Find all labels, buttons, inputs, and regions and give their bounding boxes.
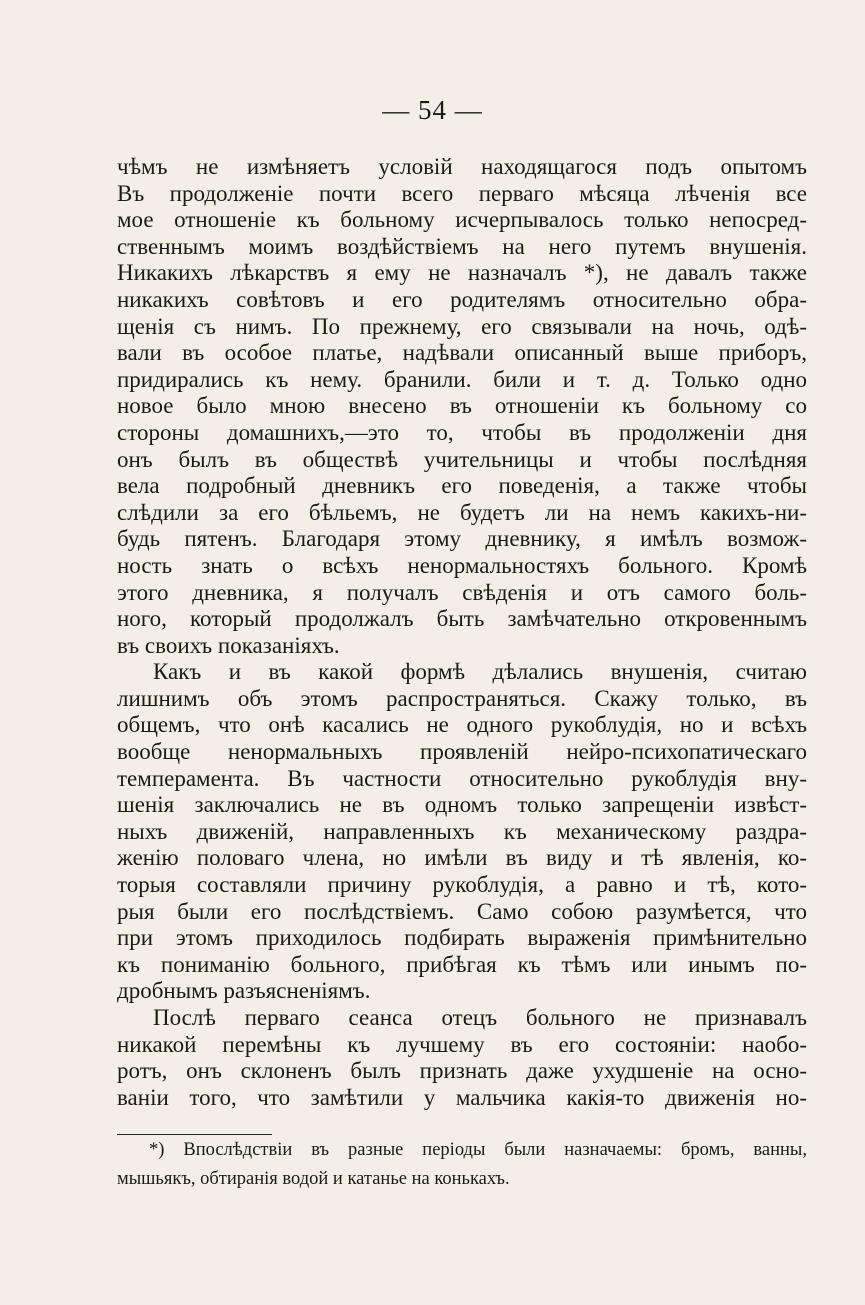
text-line: вообще ненормальныхъ проявленій нейро-психопатическаго [117, 739, 807, 765]
text-line: торыя составляли причину рукоблудія, а равно и тѣ, кото- [117, 872, 807, 898]
text-line: Послѣ перваго сеанса отецъ больного не признавалъ [153, 1005, 807, 1030]
footnote-line: мышьякъ, обтиранія водой и катанье на конькахъ. [117, 1169, 510, 1189]
page-number: — 54 — [382, 95, 483, 125]
text-line: Никакихъ лѣкарствъ я ему не назначалъ *), не давалъ также [117, 260, 807, 286]
text-line: при этомъ приходилось подбирать выраженія примѣнительно [117, 925, 807, 951]
text-line: ротъ, онъ склоненъ былъ признать даже ухудшеніе на осно- [117, 1058, 807, 1084]
text-line: Въ продолженіе почти всего перваго мѣсяца лѣченія все [117, 180, 807, 206]
text-line: новое было мною внесено въ отношеніи къ больному со [117, 393, 807, 419]
text-line: темперамента. Въ частности относительно рукоблудія вну- [117, 765, 807, 791]
text-line: дробнымъ разъясненіямъ. [117, 978, 371, 1004]
text-line: ного, который продолжалъ быть замѣчательно откровеннымъ [117, 606, 807, 632]
main-text [117, 154, 807, 1111]
footnote-divider [117, 1134, 272, 1135]
text-line: ность знать о всѣхъ ненормальностяхъ больного. Кромѣ [117, 552, 807, 578]
text-line: общемъ, что онѣ касались не одного рукоблудія, но и всѣхъ [117, 712, 807, 738]
text-line: ныхъ движеній, направленныхъ къ механическому раздра- [117, 818, 807, 844]
text-line: шенія заключались не въ одномъ только запрещеніи извѣст- [117, 792, 807, 818]
footnote [117, 1136, 807, 1194]
text-line: вела подробный дневникъ его поведенія, а также чтобы [117, 473, 807, 499]
text-line: будь пятенъ. Благодаря этому дневнику, я имѣлъ возмож- [117, 526, 807, 552]
text-line: ваніи того, что замѣтили у мальчика какія-то движенія но- [117, 1084, 807, 1110]
text-line: щенія съ нимъ. По прежнему, его связывали на ночь, одѣ- [117, 313, 807, 339]
text-line: рыя были его послѣдствіемъ. Само собою разумѣется, что [117, 898, 807, 924]
text-line: этого дневника, я получалъ свѣденія и отъ самого боль- [117, 579, 807, 605]
text-line: вали въ особое платье, надѣвали описанный выше приборъ, [117, 340, 807, 366]
text-line: къ пониманію больного, прибѣгая къ тѣмъ или инымъ по- [117, 951, 807, 977]
text-line: онъ былъ въ обществѣ учительницы и чтобы послѣдняя [117, 446, 807, 472]
text-line: лишнимъ объ этомъ распространяться. Скажу только, въ [117, 685, 807, 711]
text-line: ственнымъ моимъ воздѣйствіемъ на него путемъ внушенія. [117, 233, 807, 259]
text-line: никакой перемѣны къ лучшему въ его состояніи: наобо- [117, 1031, 807, 1057]
text-line: никакихъ совѣтовъ и его родителямъ относительно обра- [117, 286, 807, 312]
text-line: мое отношеніе къ больному исчерпывалось только непосред- [117, 207, 807, 233]
text-line: стороны домашнихъ,—это то, чтобы въ продолженіи дня [117, 419, 807, 445]
text-line: Какъ и въ какой формѣ дѣлались внушенія, считаю [153, 659, 807, 685]
text-line: слѣдили за его бѣльемъ, не будетъ ли на немъ какихъ-ни- [117, 499, 807, 525]
footnote-line: *) Впослѣдствіи въ разные періоды были назначаемы: бромъ, ванны, [149, 1140, 807, 1160]
text-line: чѣмъ не измѣняетъ условій находящагося подъ опытомъ [117, 154, 807, 179]
text-line: придирались къ нему. бранили. били и т. д. Только одно [117, 366, 807, 392]
text-line: въ своихъ показаніяхъ. [117, 632, 340, 658]
text-line: женію половаго члена, но имѣли въ виду и тѣ явленія, ко- [117, 845, 807, 871]
